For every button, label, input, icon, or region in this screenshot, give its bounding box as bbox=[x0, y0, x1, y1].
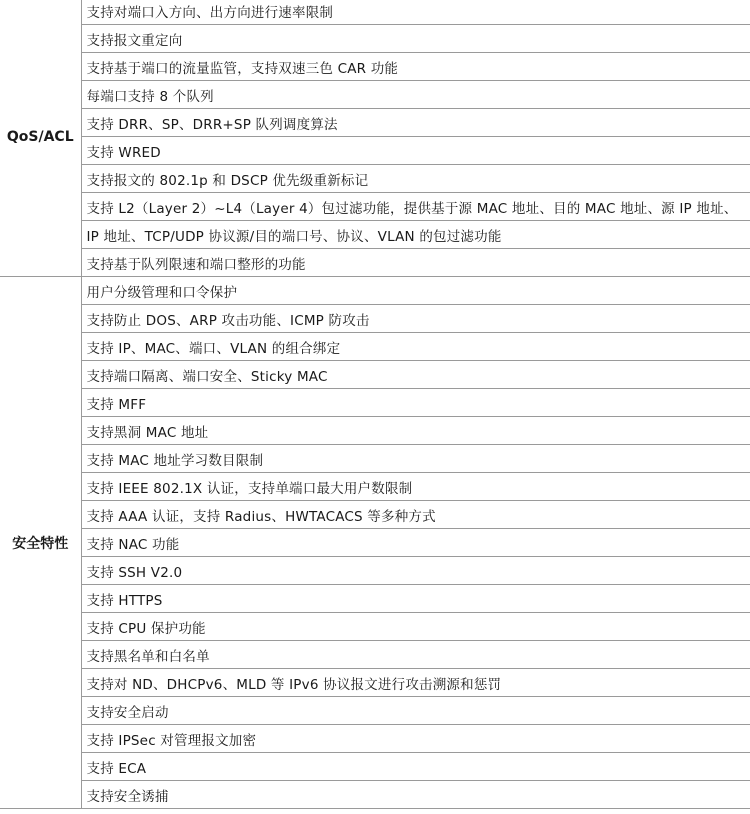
feature-cell: 支持 WRED bbox=[81, 137, 750, 165]
feature-cell: 支持 MFF bbox=[81, 389, 750, 417]
feature-cell: 支持对端口入方向、出方向进行速率限制 bbox=[81, 0, 750, 25]
feature-cell: 支持报文的 802.1p 和 DSCP 优先级重新标记 bbox=[81, 165, 750, 193]
feature-cell: 支持 ECA bbox=[81, 753, 750, 781]
feature-cell: 支持 CPU 保护功能 bbox=[81, 613, 750, 641]
table-row bbox=[0, 165, 750, 193]
feature-cell: 支持报文重定向 bbox=[81, 25, 750, 53]
table-row bbox=[0, 53, 750, 81]
table-row bbox=[0, 81, 750, 109]
feature-cell: 支持防止 DOS、ARP 攻击功能、ICMP 防攻击 bbox=[81, 305, 750, 333]
feature-cell: IP 地址、TCP/UDP 协议源/目的端口号、协议、VLAN 的包过滤功能 bbox=[81, 221, 750, 249]
feature-cell: 支持 HTTPS bbox=[81, 585, 750, 613]
table-row bbox=[0, 417, 750, 445]
table-row bbox=[0, 0, 750, 25]
feature-cell: 每端口支持 8 个队列 bbox=[81, 81, 750, 109]
category-cell: QoS/ACL bbox=[0, 0, 81, 277]
feature-cell: 支持基于端口的流量监管，支持双速三色 CAR 功能 bbox=[81, 53, 750, 81]
table-row bbox=[0, 585, 750, 613]
table-row bbox=[0, 25, 750, 53]
table-row bbox=[0, 277, 750, 305]
table-row bbox=[0, 221, 750, 249]
table-row bbox=[0, 781, 750, 809]
feature-cell: 支持 AAA 认证，支持 Radius、HWTACACS 等多种方式 bbox=[81, 501, 750, 529]
feature-cell: 支持 DRR、SP、DRR+SP 队列调度算法 bbox=[81, 109, 750, 137]
feature-cell: 支持 IPSec 对管理报文加密 bbox=[81, 725, 750, 753]
table-row bbox=[0, 109, 750, 137]
feature-cell: 支持 L2（Layer 2）~L4（Layer 4）包过滤功能，提供基于源 MAC 地址、目的 MAC 地址、源 IP 地址、 bbox=[81, 193, 750, 221]
feature-cell: 用户分级管理和口令保护 bbox=[81, 277, 750, 305]
table-row bbox=[0, 333, 750, 361]
table-row bbox=[0, 557, 750, 585]
table-row bbox=[0, 725, 750, 753]
table-row bbox=[0, 697, 750, 725]
feature-cell: 支持黑洞 MAC 地址 bbox=[81, 417, 750, 445]
table-row bbox=[0, 473, 750, 501]
table-row bbox=[0, 753, 750, 781]
feature-cell: 支持 IEEE 802.1X 认证，支持单端口最大用户数限制 bbox=[81, 473, 750, 501]
feature-cell: 支持黑名单和白名单 bbox=[81, 641, 750, 669]
feature-cell: 支持 IP、MAC、端口、VLAN 的组合绑定 bbox=[81, 333, 750, 361]
table-row bbox=[0, 193, 750, 221]
table-row bbox=[0, 501, 750, 529]
table-row bbox=[0, 669, 750, 697]
table-row bbox=[0, 641, 750, 669]
table-row bbox=[0, 445, 750, 473]
feature-cell: 支持端口隔离、端口安全、Sticky MAC bbox=[81, 361, 750, 389]
category-cell: 安全特性 bbox=[0, 277, 81, 809]
feature-cell: 支持对 ND、DHCPv6、MLD 等 IPv6 协议报文进行攻击溯源和惩罚 bbox=[81, 669, 750, 697]
feature-cell: 支持安全启动 bbox=[81, 697, 750, 725]
feature-cell: 支持安全诱捕 bbox=[81, 781, 750, 809]
table-row bbox=[0, 249, 750, 277]
feature-cell: 支持 SSH V2.0 bbox=[81, 557, 750, 585]
table-row bbox=[0, 389, 750, 417]
table-row bbox=[0, 305, 750, 333]
table-row bbox=[0, 361, 750, 389]
table-row bbox=[0, 137, 750, 165]
table-row bbox=[0, 613, 750, 641]
feature-cell: 支持 MAC 地址学习数目限制 bbox=[81, 445, 750, 473]
table-row bbox=[0, 529, 750, 557]
feature-cell: 支持 NAC 功能 bbox=[81, 529, 750, 557]
feature-cell: 支持基于队列限速和端口整形的功能 bbox=[81, 249, 750, 277]
